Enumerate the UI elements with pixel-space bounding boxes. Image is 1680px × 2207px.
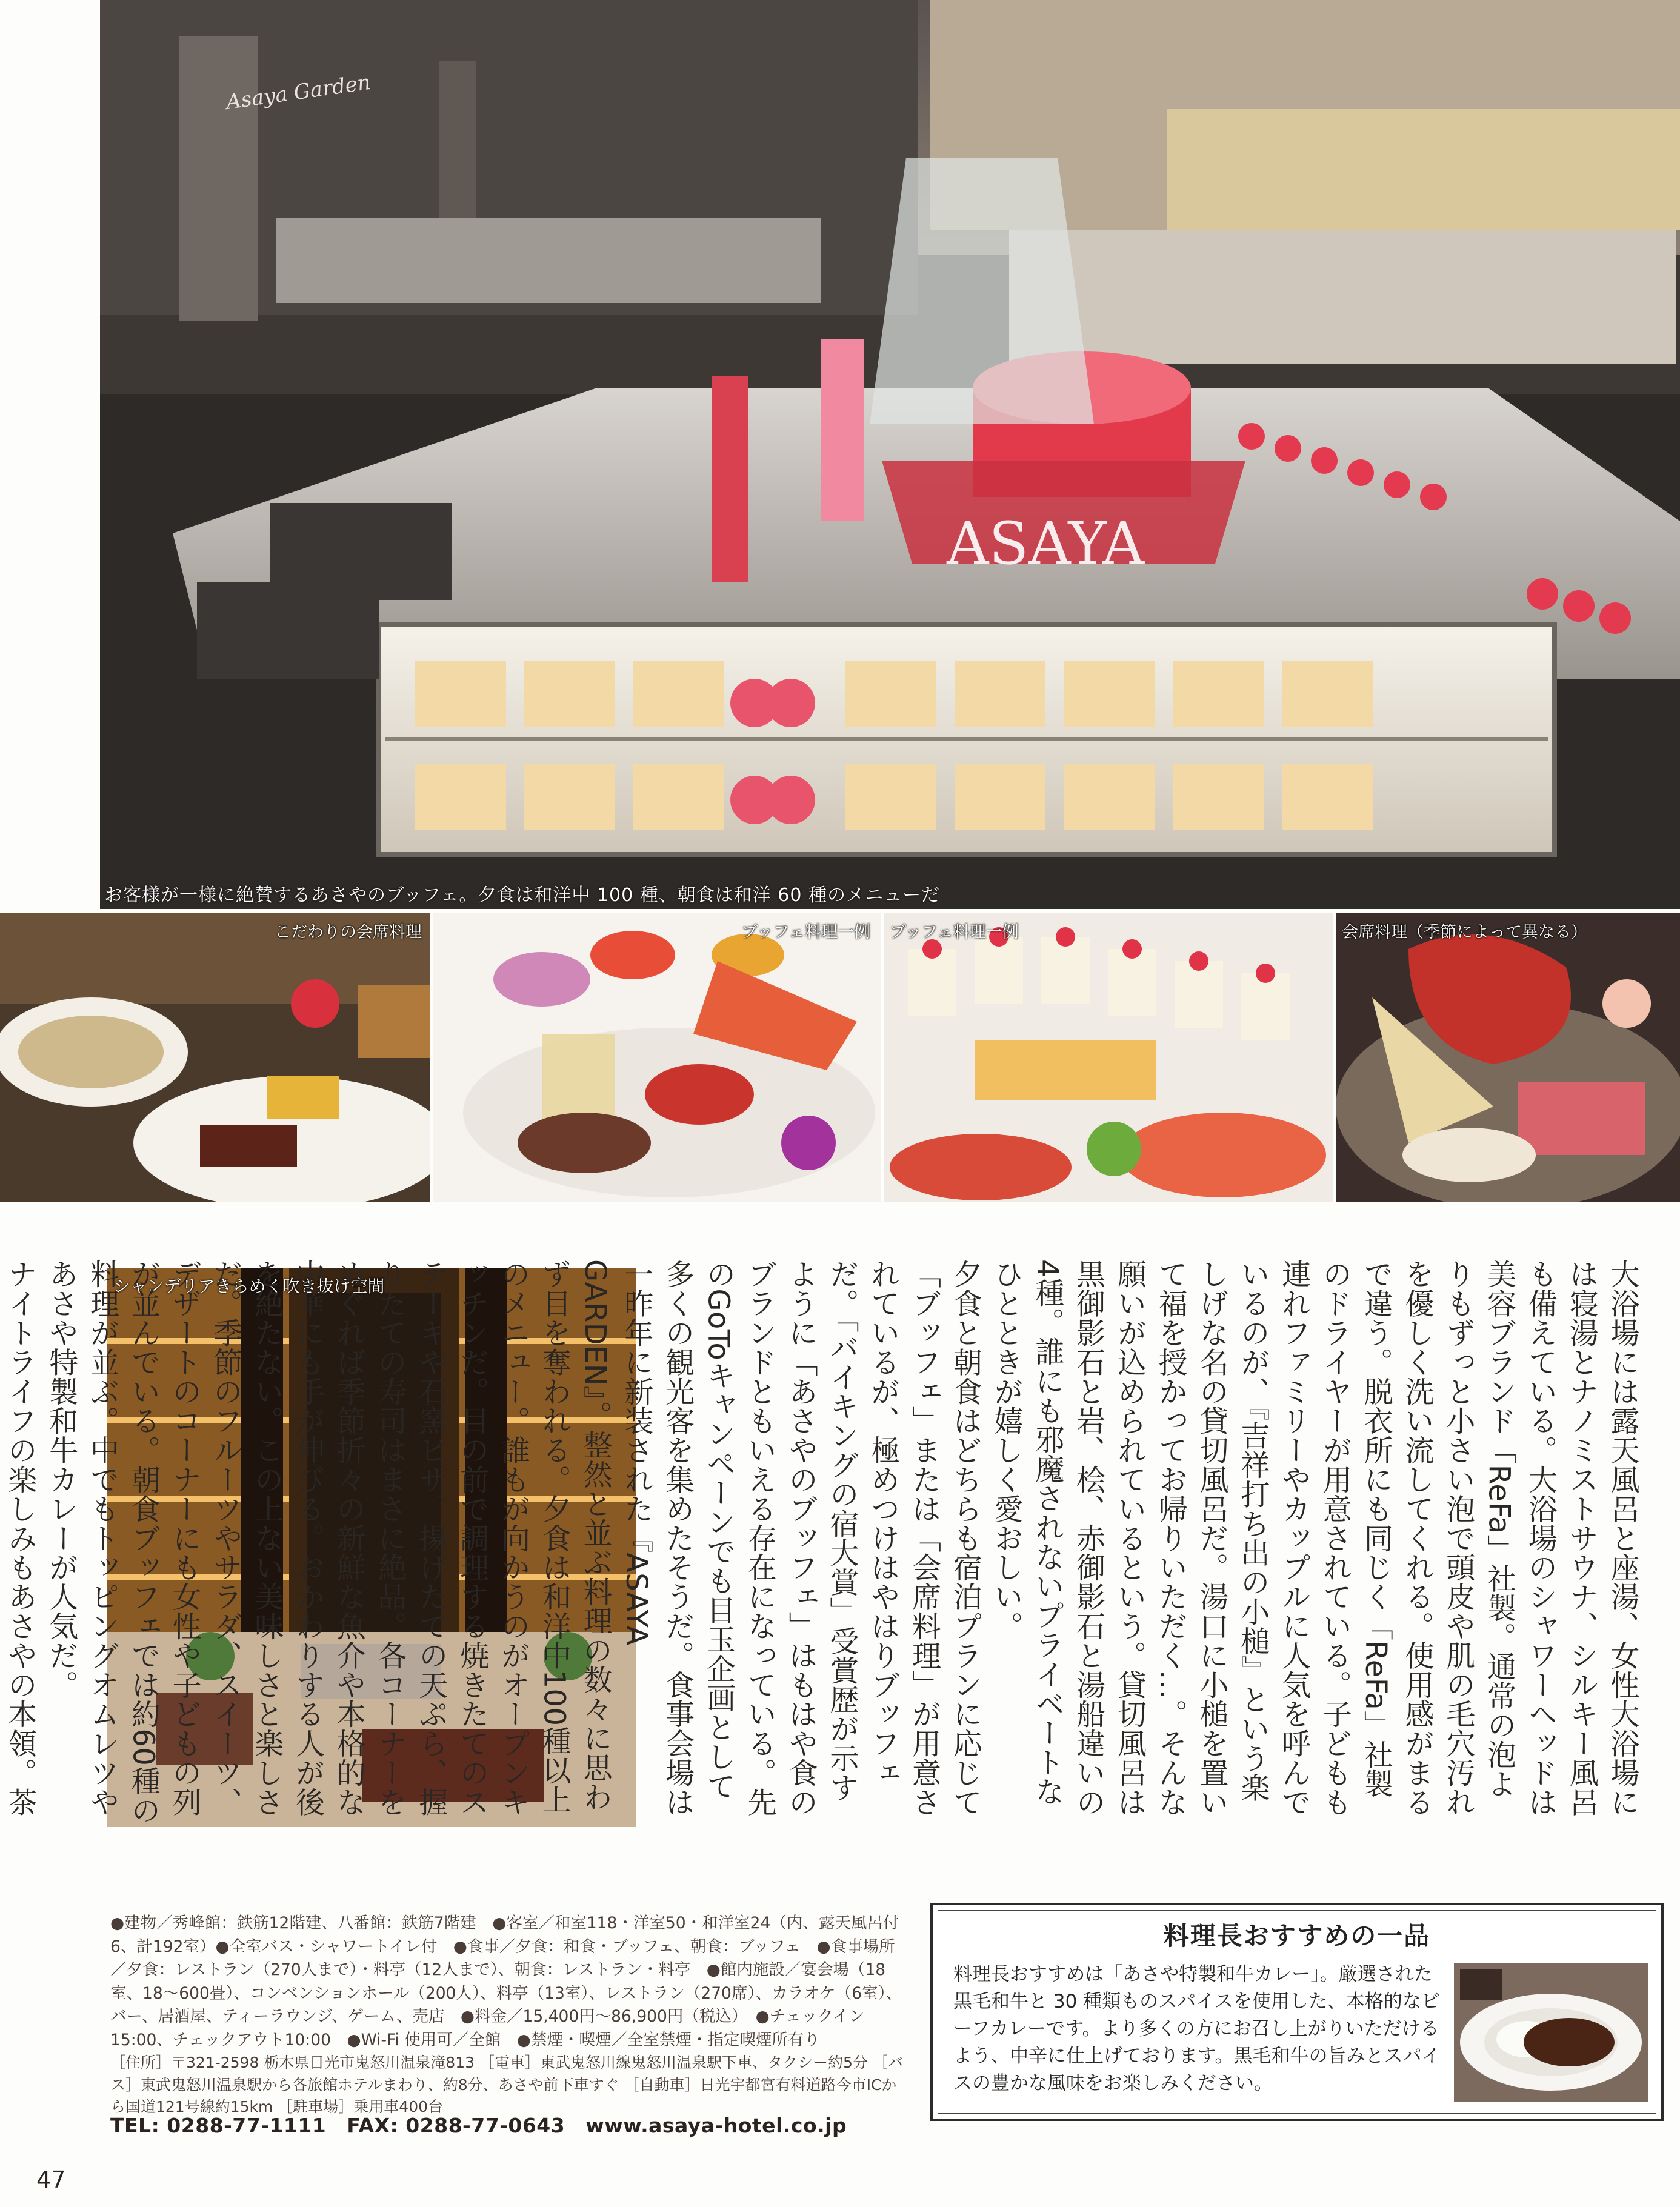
chef-recommendation-box [930,1903,1664,2121]
tel-number: TEL: 0288-77-1111 [110,2114,327,2137]
asaya-sign-text: ASAYA [947,510,1144,578]
strip-label-kaiseki-seasonal: 会席料理（季節によって異なる） [1342,923,1587,942]
asaya-garden-sign: Asaya Garden [224,70,372,115]
strip-label-kaiseki: こだわりの会席料理 [275,923,422,942]
website-link[interactable]: www.asaya-hotel.co.jp [585,2114,847,2137]
atrium-label: シャンデリアきらめく吹き抜け空間 [113,1276,385,1296]
page-number: 47 [36,2166,66,2193]
buffet-hero-photo [100,0,1680,909]
access-info: ［住所］〒321-2598 栃木県日光市鬼怒川温泉滝813 ［電車］東武鬼怒川線鬼怒川温泉駅下車、タクシー約5分 ［バス］東武鬼怒川温泉駅から各旅館ホテルまわり、約8分、あさや前下車すぐ ［自動車］日光宇都宮有料道路今市ICから国道121号線約15km ［駐車場］乗用車400台 [110,2054,903,2115]
kaiseki-photo [0,913,430,1202]
fax-number: FAX: 0288-77-0643 [347,2114,565,2137]
beef-curry-photo [1454,1963,1648,2102]
chef-box-title: 料理長おすすめの一品 [1163,1921,1431,1951]
contact-line [110,2114,860,2137]
article-paragraph: 夕食と朝食はどちらも宿泊プランに応じて「ブッフェ」または「会席料理」が用意されているが、極めつけはやはりブッフェだ。「バイキングの宿大賞」受賞歴が示すように「あさやのブッフェ」はもはや食のブランドともいえる存在になっている。先のGoToキャンペーンでも目玉企画として多くの観光客を集めたそうだ。食事会場は一昨年に新装された『ASAYA GARDEN』。整然と並ぶ料理の数々に思わず目を奪われる。夕食は和洋中100種以上のメニュー。誰もが向かうのがオープンキッチンだ。目の前で調理する焼きたてのステーキや石窯ピザ、揚げたての天ぷら、握りたての寿司はまさに絶品。各コーナーをめぐれば季節折々の新鮮な魚介や本格的な中華にも手が伸びる。おかわりする人が後を絶たない。この上ない美味しさと楽しさだ。季節のフルーツやサラダ、スイーツ、デザートのコーナーにも女性や子どもの列が並んでいる。朝食ブッフェでは約60種の料理が並ぶ。中でもトッピングオムレツやあさや特製和牛カレーが人気だ。 [44,1259,982,1825]
article-paragraph: ナイトライフの楽しみもあさやの本領。茶 [2,1259,37,1817]
strip-label-buffet-2: ブッフェ料理一例 [890,923,1019,942]
hero-caption: お客様が一様に絶賛するあさやのブッフェ。夕食は和洋中 100 種、朝食は和洋 60 種のメニューだ [104,885,940,906]
buffet-example-photo-1 [433,913,881,1202]
kaiseki-seasonal-photo [1336,913,1680,1202]
facility-specs: ●建物／秀峰館：鉄筋12階建、八番館：鉄筋7階建 ●客室／和室118・洋室50・和洋室24（内、露天風呂付6、計192室）●全室バス・シャワートイレ付 ●食事／夕食：和食・ブッフェ、朝食：ブッフェ ●食事場所／夕食：レストラン（270人まで）・料亭（12人まで）、朝食：レストラン・料亭 ●館内施設／宴会場（18室、18～600畳）、コンベンションホール（200人）、料亭（13室）、レストラン（270席）、カラオケ（6室）、バー、居酒屋、ティーラウンジ、ゲーム、売店 ●料金／15,400円～86,900円（税込） ●チェックイン15:00、チェックアウト10:00 ●Wi-Fi 使用可／全館 ●禁煙・喫煙／全室禁煙・指定喫煙所有り [110,1914,902,2049]
article-paragraph: 大浴場には露天風呂と座湯、女性大浴場には寝湯とナノミストサウナ、シルキー風呂も備えている。大浴場のシャワーヘッドは美容ブランド「ReFa」社製。通常の泡よりもずっと小さい泡で頭皮や肌の毛穴汚れを優しく洗い流してくれる。使用感がまるで違う。脱衣所にも同じく「ReFa」社製のドライヤーが用意されている。子どもも連れファミリーやカップルに人気を呼んでいるのが、『吉祥打ち出の小槌』という楽しげな名の貸切風呂だ。湯口に小槌を置いて福を授かってお帰りいただく…。そんな願いが込められているという。貸切風呂は黒御影石と岩、桧、赤御影石と湯船違いの4種。誰にも邪魔されないプライベートなひとときが嬉しく愛おしい。 [989,1259,1639,1817]
strip-label-buffet-1: ブッフェ料理一例 [741,923,870,942]
buffet-example-photo-2 [884,913,1333,1202]
chef-box-text: 料理長おすすめは「あさや特製和牛カレー」。厳選された黒毛和牛と 30 種類ものスパイスを使用した、本格的なビーフカレーです。より多くの方にお召し上がりいただけるよう、中辛に仕上げております。黒毛和牛の旨みとスパイスの豊かな風味をお楽しみください。 [953,1963,1441,2094]
